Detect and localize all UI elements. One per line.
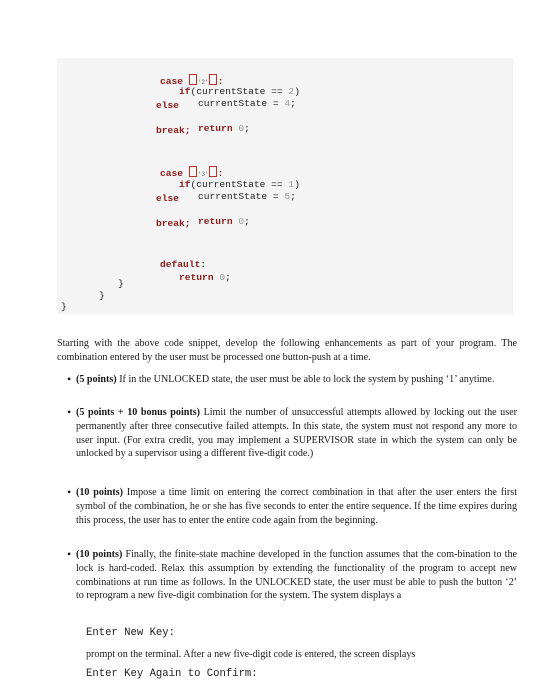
code-close-brace: } xyxy=(118,278,124,289)
code-close-brace: } xyxy=(61,301,67,312)
code-close-brace: } xyxy=(99,290,105,301)
list-item: • (5 points) If in the UNLOCKED state, the user must be able to lock the system by pushing ‘1’ anytime. xyxy=(67,372,495,386)
prompt-description: prompt on the terminal. After a new five-digit code is entered, the screen displays xyxy=(86,649,416,660)
code-line-if-2: if(currentState == 1) xyxy=(179,179,300,190)
code-line-case-2: case '2' : xyxy=(160,76,224,87)
bullet-icon: • xyxy=(67,547,72,561)
code-line-if-1: if(currentState == 2) xyxy=(179,86,300,97)
bullet-icon: • xyxy=(67,485,72,499)
bullet-icon: • xyxy=(67,372,72,386)
code-line-break-1: break; xyxy=(156,125,191,136)
bullet-icon: • xyxy=(67,405,72,419)
list-item: • (5 points + 10 bonus points) Limit the number of unsuccessful attempts allowed by locking out the user permanently after three consecutive failed attempts. In this state, the system must not respond any more to user input. (For extra credit, you may implement a SUPERVISOR state in which the system can only be unlocked by a supervisor using a different five-digit code.) xyxy=(67,405,517,460)
code-line-return-3: return 0; xyxy=(179,272,231,283)
code-line-assign-1: currentState = 4; xyxy=(198,98,296,109)
code-line-assign-2: currentState = 5; xyxy=(198,191,296,202)
code-line-else-1: else xyxy=(156,100,180,111)
code-line-default: default: xyxy=(160,259,207,270)
code-line-case-3: case '3' : xyxy=(160,168,224,179)
terminal-prompt-confirm: Enter Key Again to Confirm: xyxy=(86,668,258,680)
code-snippet xyxy=(57,58,513,314)
list-item: • (10 points) Impose a time limit on entering the correct combination in that after the user enters the first symbol of the combination, he or she has five seconds to enter the entire sequence. If the time expires during this process, the user has to enter the entire code again from the beginning. xyxy=(67,485,517,526)
code-line-return-1: return 0; xyxy=(198,123,250,134)
code-line-else-2: else xyxy=(156,193,180,204)
intro-paragraph: Starting with the above code snippet, develop the following enhancements as part of your program. The combination entered by the user must be processed one button-push at a time. xyxy=(57,338,517,363)
code-line-break-2: break; xyxy=(156,218,191,229)
code-line-return-2: return 0; xyxy=(198,216,250,227)
terminal-prompt-new-key: Enter New Key: xyxy=(86,627,176,639)
list-item: • (10 points) Finally, the finite-state machine developed in the function assumes that the com-bination to the lock is hard-coded. Relax this assumption by extending the functionality of the program to accept new combinations at run time as follows. In the UNLOCKED state, the user must be able to push the button ‘2’ to reprogram a new five-digit combination for the system. The system displays a xyxy=(67,547,517,602)
